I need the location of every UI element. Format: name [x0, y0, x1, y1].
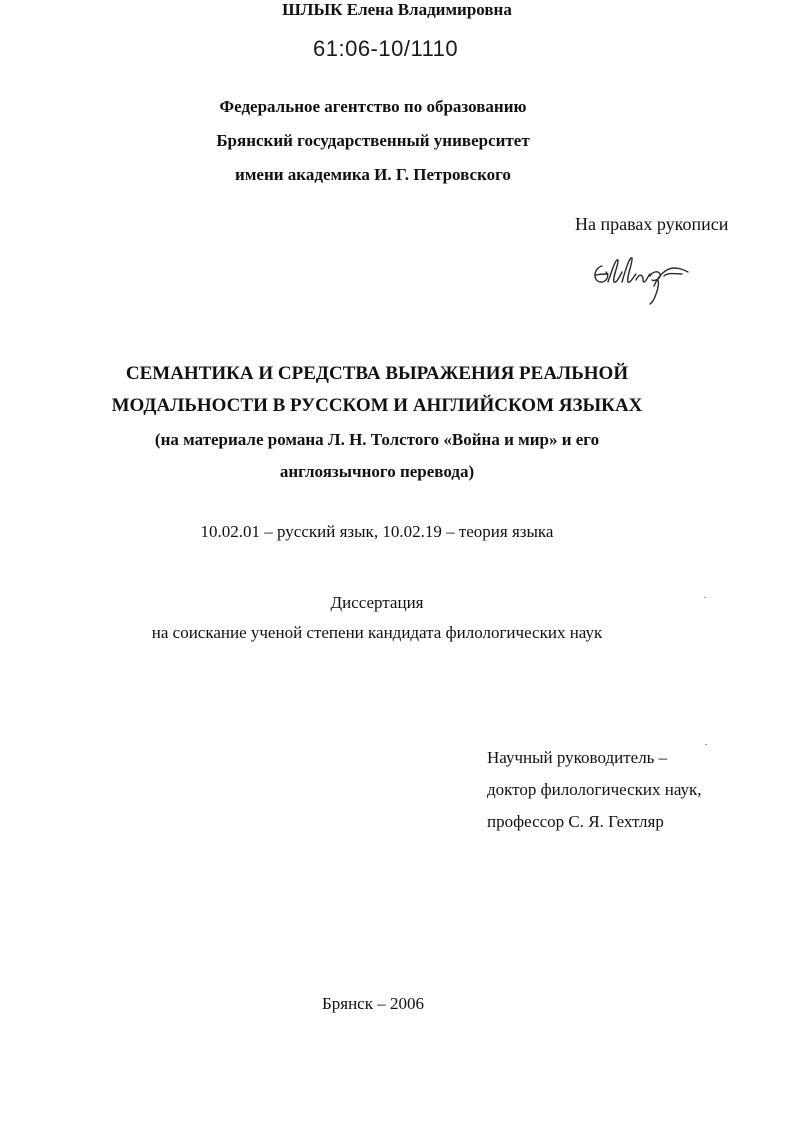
manuscript-note: На правах рукописи: [575, 214, 729, 234]
city-year: Брянск – 2006: [322, 994, 424, 1013]
title-line-2: МОДАЛЬНОСТИ В РУССКОМ И АНГЛИЙСКОМ ЯЗЫКАХ: [111, 395, 643, 416]
kind-line-1: Диссертация: [330, 593, 424, 612]
organization-header: [0, 90, 770, 192]
scan-speck: [705, 744, 707, 745]
supervisor-line-1: Научный руководитель –: [487, 748, 668, 767]
subtitle-line-2: англоязычного перевода): [279, 462, 475, 481]
author-name: ШЛЫК Елена Владимировна: [282, 0, 512, 19]
archive-code: 61:06-10/1110: [313, 36, 459, 61]
title-line-1: СЕМАНТИКА И СРЕДСТВА ВЫРАЖЕНИЯ РЕАЛЬНОЙ: [125, 363, 629, 384]
supervisor-line-3: профессор С. Я. Гехтляр: [487, 812, 664, 831]
supervisor-block: [487, 742, 702, 838]
kind-line-2: на соискание ученой степени кандидата филологических наук: [151, 623, 603, 642]
dissertation-title: [0, 358, 774, 422]
dissertation-kind: [0, 588, 774, 648]
org-named-after: имени академика И. Г. Петровского: [235, 165, 511, 184]
supervisor-line-2: доктор филологических наук,: [487, 780, 702, 799]
specialty-codes: 10.02.01 – русский язык, 10.02.19 – теория языка: [200, 522, 554, 541]
subtitle-line-1: (на материале романа Л. Н. Толстого «Война и мир» и его: [154, 430, 600, 449]
org-agency: Федеральное агентство по образованию: [219, 97, 527, 116]
dissertation-subtitle: [0, 424, 774, 488]
org-university: Брянский государственный университет: [216, 131, 530, 150]
signature-icon: [588, 246, 692, 308]
scan-speck: [704, 597, 706, 598]
